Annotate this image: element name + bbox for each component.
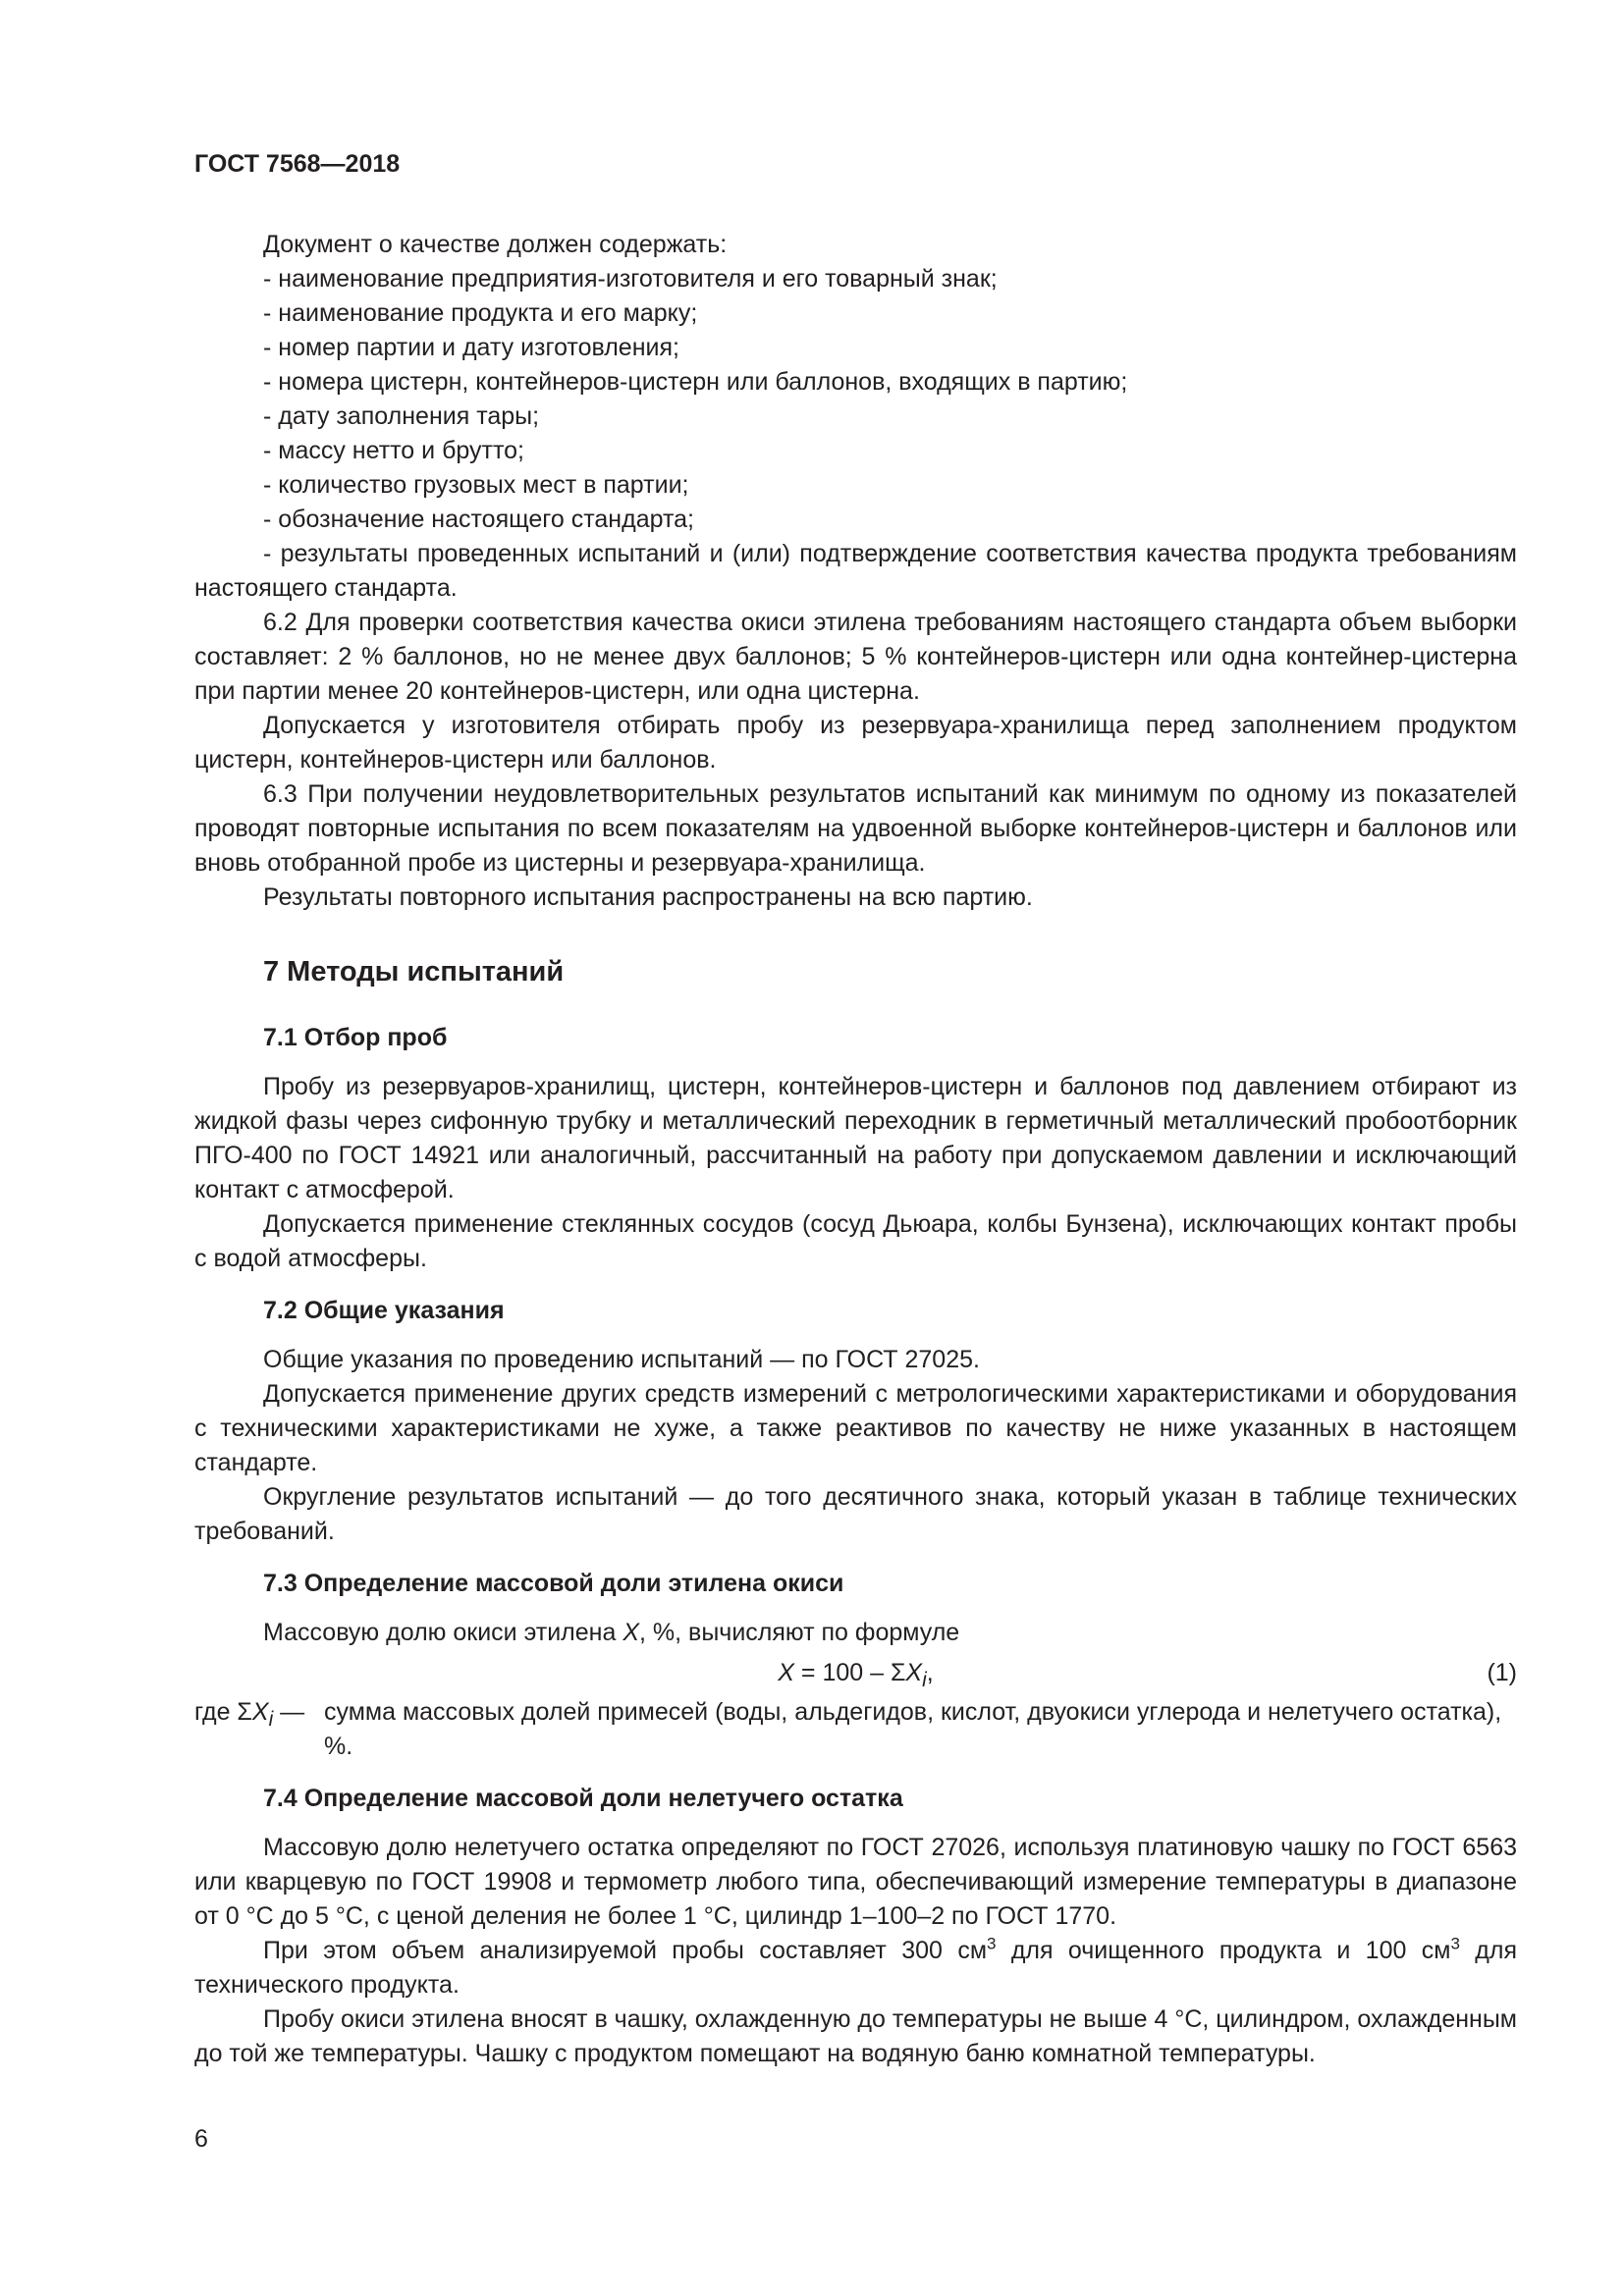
clause-6-2: 6.2 Для проверки соответствия качества окиси этилена требованиям настоящего стандарта объем выборки составляет: 2 % баллонов, но не менее двух баллонов; 5 % контейнеров-цистерн или одна контейнер-цистерна при партии менее 20 контейнеров-цистерн, или одна цистерна. [194, 609, 1517, 705]
formula-intro: Массовую долю окиси этилена X, %, вычисляют по формуле [263, 1619, 960, 1646]
standard-header: ГОСТ 7568—2018 [194, 150, 401, 178]
document-page [194, 147, 1517, 2071]
subsection-7-1-title: 7.1 Отбор проб [263, 1024, 448, 1051]
section-7-title: 7 Методы испытаний [263, 956, 565, 988]
legend-term: где $\Sigma X_i$ — [194, 1698, 305, 1731]
list-item: - наименование предприятия-изготовителя и его товарный знак; [263, 265, 998, 293]
formula-1 [194, 1656, 1517, 1691]
legend-definition: сумма массовых долей примесей (воды, альдегидов, кислот, двуокиси углерода и нелетучего остатка), %. [324, 1698, 1502, 1760]
paragraph: Округление результатов испытаний — до того десятичного знака, который указан в таблице технических требований. [194, 1483, 1517, 1545]
paragraph: При этом объем анализируемой пробы составляет 300 $см^3$ для очищенного продукта и 100 $см^3$ для технического продукта. [194, 1934, 1517, 1999]
page-number: 6 [194, 2125, 208, 2153]
clause-6-3: 6.3 При получении неудовлетворительных результатов испытаний как минимум по одному из показателей проводят повторные испытания по всем показателям на удвоенной выборке контейнеров-цистерн и баллонов или вновь отобранной пробе из цистерны и резервуара-хранилища. [194, 780, 1517, 877]
list-item: - номера цистерн, контейнеров-цистерн или баллонов, входящих в партию; [263, 368, 1128, 396]
list-item: - наименование продукта и его марку; [263, 299, 698, 327]
list-item: - результаты проведенных испытаний и (или) подтверждение соответствия качества продукта требованиям настоящего стандарта. [194, 540, 1517, 602]
paragraph: Допускается применение стеклянных сосудов (сосуд Дьюара, колбы Бунзена), исключающих контакт пробы с водой атмосферы. [194, 1210, 1517, 1272]
paragraph: Пробу окиси этилена вносят в чашку, охлажденную до температуры не выше 4 °С, цилиндром, охлажденным до той же температуры. Чашку с продуктом помещают на водяную баню комнатной температуры. [194, 2005, 1517, 2067]
formula-number: (1) [1487, 1659, 1517, 1686]
paragraph: Общие указания по проведению испытаний — по ГОСТ 27025. [263, 1346, 980, 1373]
formula-legend [194, 1695, 1517, 1764]
clause-6-2-allowance: Допускается у изготовителя отбирать пробу из резервуара-хранилища перед заполнением продуктом цистерн, контейнеров-цистерн или баллонов. [194, 712, 1517, 774]
formula-expression: $X = 100 - \Sigma X_i$, [778, 1659, 934, 1691]
subsection-7-3-title: 7.3 Определение массовой доли этилена окиси [263, 1570, 844, 1597]
subsection-7-2-title: 7.2 Общие указания [263, 1297, 505, 1324]
subsection-7-4-title: 7.4 Определение массовой доли нелетучего остатка [263, 1785, 903, 1812]
list-item: - номер партии и дату изготовления; [263, 334, 679, 361]
list-item: - массу нетто и брутто; [263, 437, 524, 464]
paragraph: Допускается применение других средств измерений с метрологическими характеристиками и оборудования с техническими характеристиками не хуже, а также реактивов по качеству не ниже указанных в настоящем стандарте. [194, 1380, 1517, 1476]
paragraph: Массовую долю нелетучего остатка определяют по ГОСТ 27026, используя платиновую чашку по ГОСТ 6563 или кварцевую по ГОСТ 19908 и термометр любого типа, обеспечивающий измерение температуры в диапазоне от 0 °С до 5 °С, с ценой деления не более 1 °С, цилиндр 1–100–2 по ГОСТ 1770. [194, 1834, 1517, 1930]
paragraph: Пробу из резервуаров-хранилищ, цистерн, контейнеров-цистерн и баллонов под давлением отбирают из жидкой фазы через сифонную трубку и металлический переходник в герметичный металлический пробоотборник ПГО-400 по ГОСТ 14921 или аналогичный, рассчитанный на работу при допускаемом давлении и исключающий контакт с атмосферой. [194, 1073, 1517, 1203]
quality-doc-intro: Документ о качестве должен содержать: [263, 231, 728, 258]
list-item: - дату заполнения тары; [263, 402, 540, 430]
clause-6-3-result: Результаты повторного испытания распространены на всю партию. [263, 883, 1033, 911]
list-item: - обозначение настоящего стандарта; [263, 506, 694, 533]
list-item: - количество грузовых мест в партии; [263, 471, 689, 499]
